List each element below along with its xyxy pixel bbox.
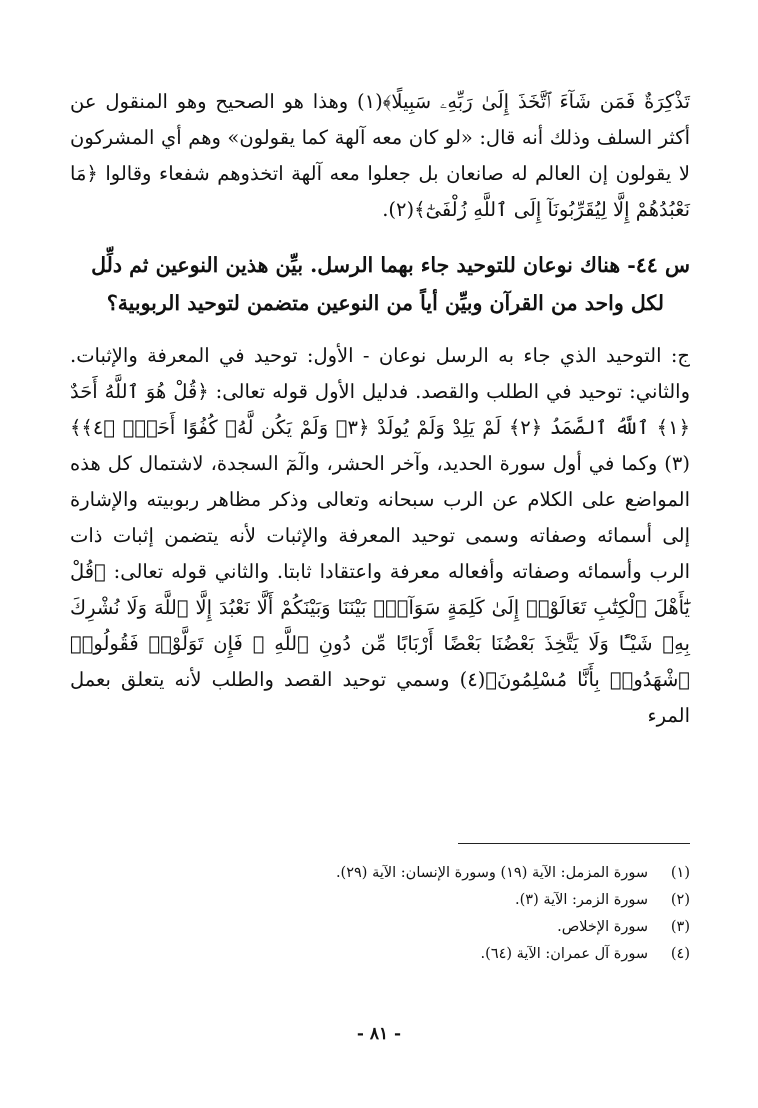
footnote-item: [70, 914, 690, 941]
footnote-number: (٣): [670, 919, 690, 935]
footnote-number: (٤): [670, 946, 690, 962]
paragraph-intro: تَذْكِرَةٌ فَمَن شَآءَ ٱتَّخَذَ إِلَىٰ رَبِّهِۦ سَبِيلًا﴾(١) وهذا هو الصحيح وهو المنقول عن أكثر السلف وذلك أنه قال: «لو كان معه آلهة كما يقولون» وهم أي المشركون لا يقولون إن العالم له صانعان بل جعلوا معه آلهة اتخذوهم شفعاء وقالوا ﴿مَا نَعْبُدُهُمْ إِلَّا لِيُقَرِّبُونَآ إِلَى ٱللَّهِ زُلْفَىٰٓ﴾(٢).: [70, 90, 691, 221]
footnote-text: سورة الزمر: الآية (٣).: [514, 892, 648, 908]
footnote-number: (١): [670, 865, 690, 881]
page-number: - ٨١ -: [356, 1024, 402, 1044]
question-label: س ٤٤- هناك نوعان للتوحيد جاء بهما الرسل. بيِّن هذين النوعين ثم دلِّل: [91, 253, 690, 277]
footnote-item: [70, 887, 690, 914]
footnote-text: سورة الإخلاص.: [557, 919, 648, 935]
footnote-divider: [458, 843, 690, 844]
footnotes: [70, 843, 690, 968]
footnote-text: سورة آل عمران: الآية (٦٤).: [480, 946, 648, 962]
footnote-text: سورة المزمل: الآية (١٩) وسورة الإنسان: الآية (٢٩).: [335, 865, 648, 881]
answer-paragraph: ج: التوحيد الذي جاء به الرسل نوعان - الأول: توحيد في المعرفة والإثبات. والثاني: توحيد في الطلب والقصد. فدليل الأول قوله تعالى: ﴿قُلْ هُوَ ٱللَّهُ أَحَدٌ ﴿١﴾ ٱللَّهُ ٱلصَّمَدُ ﴿٢﴾ لَمْ يَلِدْ وَلَمْ يُولَدْ ﴿٣﴾ وَلَمْ يَكُن لَّهُۥ كُفُوًا أَحَدٌۢ ﴿٤﴾﴾(٣) وكما في أول سورة الحديد، وآخر الحشر، والٓمٓ السجدة، لاشتمال كل هذه المواضع على الكلام عن الرب سبحانه وتعالى وذكر مظاهر ربوبيته والإشارة إلى أسمائه وصفاته وسمى توحيد المعرفة والإثبات لأنه يتضمن إثبات ذات الرب وأسمائه وصفاته وأفعاله معرفة واعتقادا ثابتا. والثاني قوله تعالى: ﴿قُلْ يَٰٓأَهْلَ ٱلْكِتَٰبِ تَعَالَوْا۟ إِلَىٰ كَلِمَةٍ سَوَآءٍۭ بَيْنَنَا وَبَيْنَكُمْ أَلَّا نَعْبُدَ إِلَّا ٱللَّهَ وَلَا نُشْرِكَ بِهِۦ شَيْـًٔا وَلَا يَتَّخِذَ بَعْضُنَا بَعْضًا أَرْبَابًا مِّن دُونِ ٱللَّهِ ۚ فَإِن تَوَلَّوْا۟ فَقُولُوا۟ ٱشْهَدُوا۟ بِأَنَّا مُسْلِمُونَ﴾(٤) وسمي توحيد القصد والطلب لأنه يتعلق بعمل المرء: [70, 344, 691, 727]
footnote-item: [70, 860, 690, 887]
footnote-item: [70, 941, 690, 968]
question-continuation: لكل واحد من القرآن وبيِّن أياً من النوعين متضمن لتوحيد الربوبية؟: [106, 291, 664, 315]
footnote-number: (٢): [670, 892, 690, 908]
question-44: [70, 246, 690, 322]
